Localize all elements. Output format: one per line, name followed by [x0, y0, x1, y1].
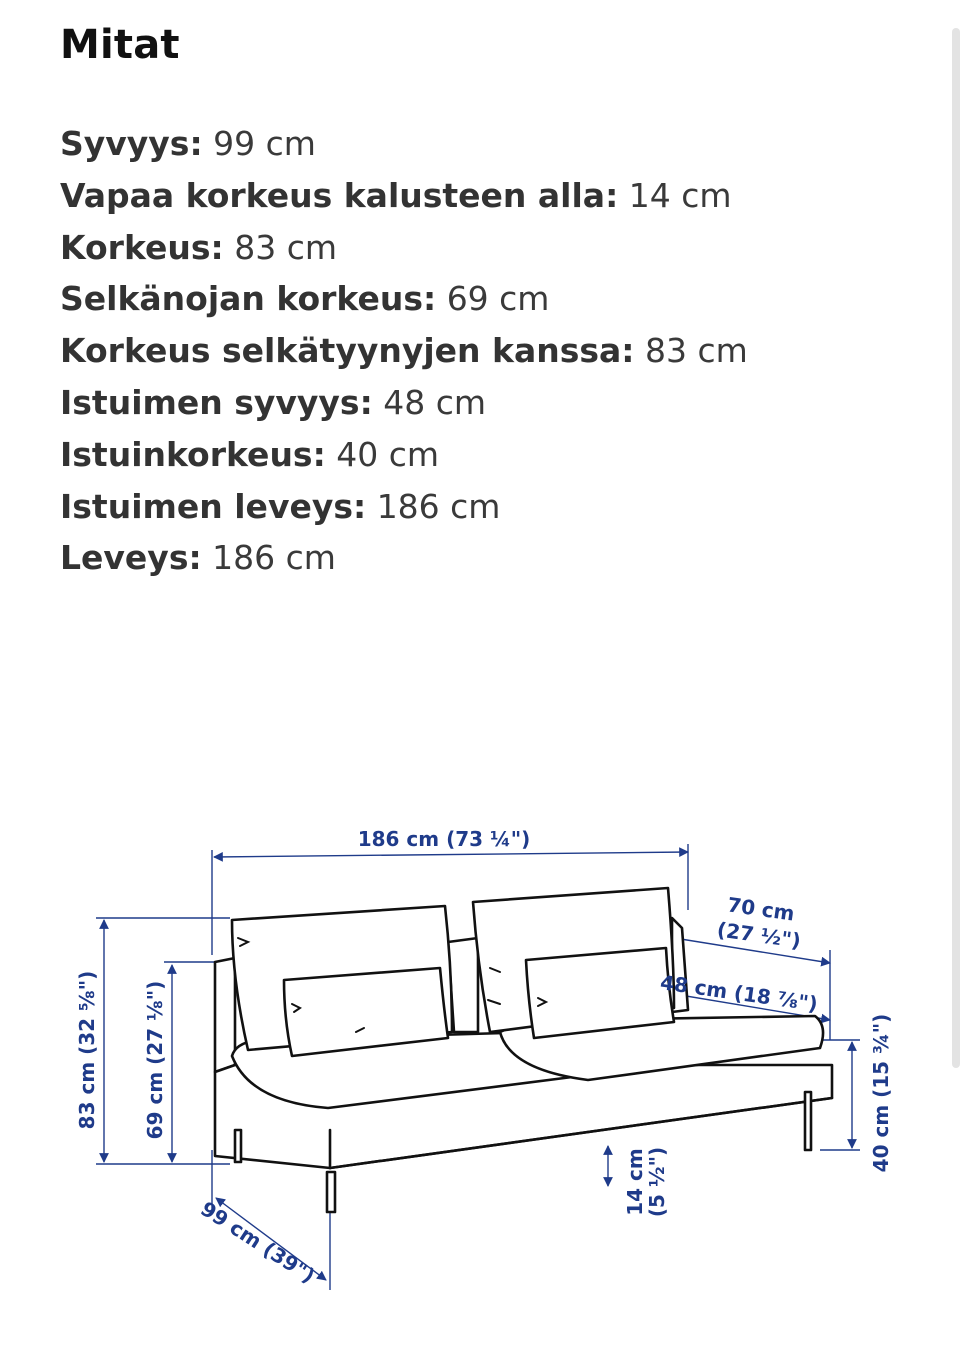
depth-label: 99 cm (39")	[196, 1196, 320, 1288]
section-title: Mitat	[60, 22, 180, 68]
leg-back-left	[235, 1130, 241, 1162]
leg-front-left	[327, 1172, 335, 1212]
width-label: 186 cm (73 ¼")	[357, 827, 531, 851]
dimension-value: 14 cm	[628, 175, 732, 215]
scrollbar[interactable]	[952, 28, 960, 1068]
width-dimension-line	[214, 852, 688, 857]
dimension-item-depth	[60, 118, 748, 170]
overall-depth-label-line2: (27 ½")	[715, 917, 803, 953]
leg-front-right	[805, 1092, 811, 1150]
dimension-label: Korkeus:	[60, 227, 224, 267]
dimension-label: Istuinkorkeus:	[60, 434, 326, 474]
overall-depth-label-line1: 70 cm	[725, 892, 797, 926]
clearance-label-line2: (5 ½")	[645, 1146, 669, 1218]
sofa-drawing	[60, 810, 920, 1310]
back-height-label: 69 cm (27 ⅛")	[143, 980, 167, 1140]
dimension-item-backrest-height	[60, 273, 748, 325]
dimension-item-height-with-cushions	[60, 325, 748, 377]
dimension-value: 186 cm	[376, 486, 501, 526]
dimension-label: Vapaa korkeus kalusteen alla:	[60, 175, 619, 215]
dimension-label: Istuimen syvyys:	[60, 382, 373, 422]
dimension-item-height	[60, 222, 748, 274]
seat-height-label: 40 cm (15 ¾")	[869, 1013, 893, 1173]
dimension-item-width	[60, 532, 748, 584]
dimension-item-free-height-under	[60, 170, 748, 222]
dimension-value: 69 cm	[446, 279, 550, 319]
dimension-value: 83 cm	[234, 227, 337, 267]
height-label: 83 cm (32 ⅝")	[75, 970, 99, 1130]
sofa-dimension-diagram	[60, 810, 920, 1314]
dimension-item-seat-width	[60, 481, 748, 533]
dimension-label: Syvyys:	[60, 124, 203, 163]
dimension-list	[60, 118, 748, 584]
dimension-value: 83 cm	[645, 331, 748, 371]
dimension-value: 99 cm	[213, 124, 316, 163]
dimension-label: Istuimen leveys:	[60, 486, 367, 526]
dimension-value: 40 cm	[336, 434, 440, 474]
dimension-value: 48 cm	[383, 382, 487, 422]
lumbar-pillow-right	[526, 948, 674, 1038]
dimension-item-seat-height	[60, 429, 748, 481]
clearance-label-line1: 14 cm	[623, 1148, 647, 1216]
dimension-label: Selkänojan korkeus:	[60, 279, 437, 319]
dimension-label: Korkeus selkätyynyjen kanssa:	[60, 331, 635, 371]
dimension-label: Leveys:	[60, 538, 202, 578]
dimension-item-seat-depth	[60, 377, 748, 429]
dimension-value: 186 cm	[212, 538, 336, 578]
seat-depth-label: 48 cm (18 ⅞")	[658, 970, 820, 1016]
